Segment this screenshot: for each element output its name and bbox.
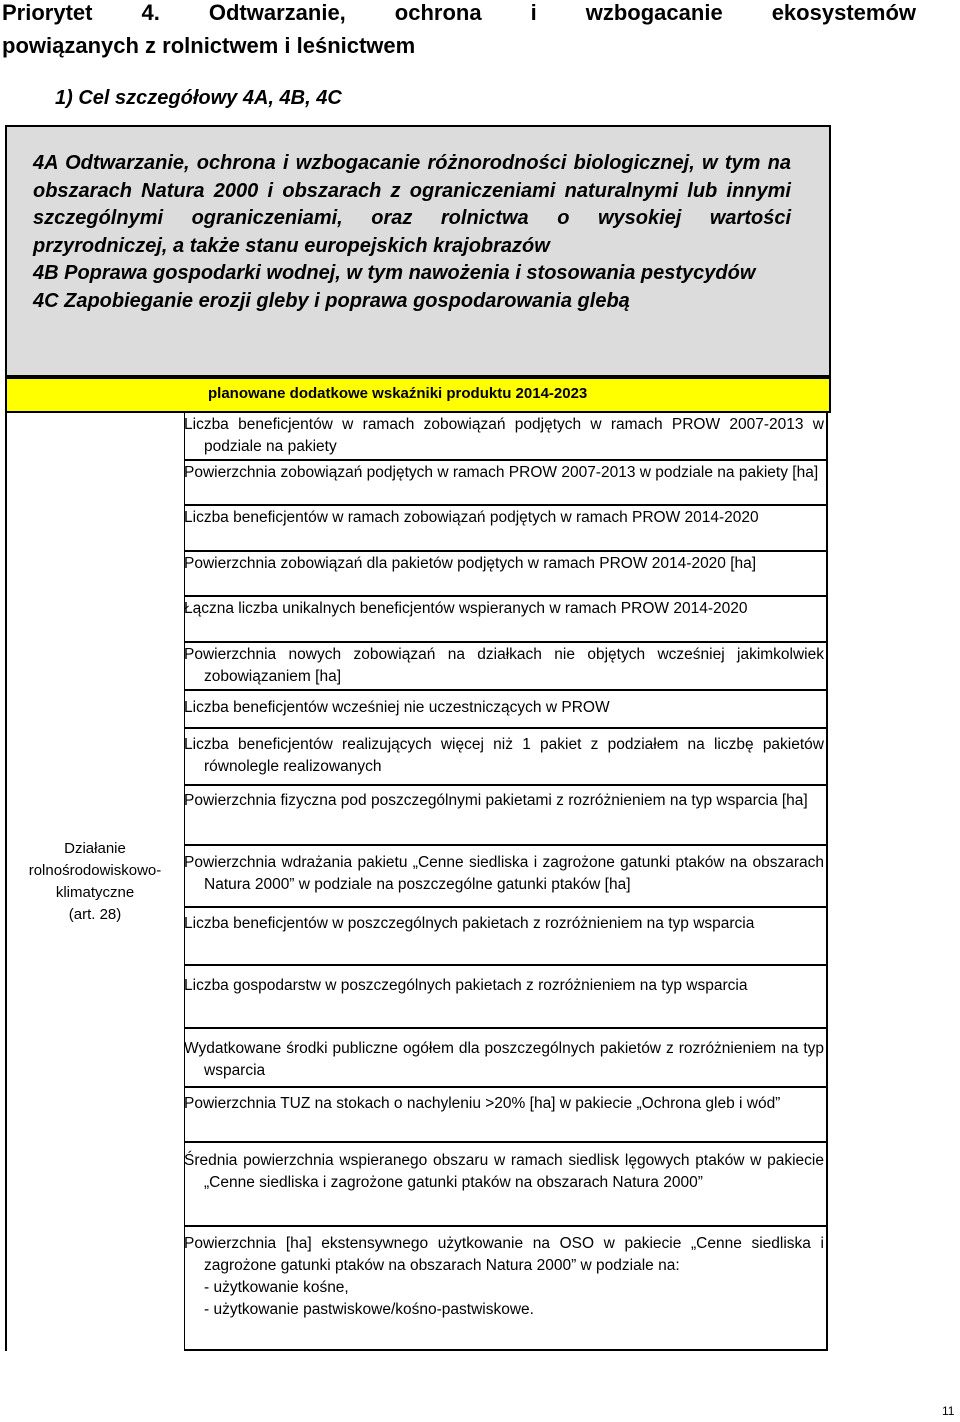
indicator-row [184, 729, 828, 786]
indicator-text: Liczba beneficjentów realizujących więcej niż 1 pakiet z podziałem na liczbę pakietów równolegle realizowanych [184, 736, 824, 775]
indicator-row [184, 908, 828, 966]
indicator-subitem: - użytkowanie kośne, [204, 1279, 349, 1296]
page-title-continued: powiązanych z rolnictwem i leśnictwem [2, 33, 416, 58]
page-title: Priorytet 4. Odtwarzanie, ochrona i wzbogacanie ekosystemów [2, 0, 916, 25]
indicator-row [184, 786, 828, 846]
focus-area-4b: 4B Poprawa gospodarki wodnej, w tym nawożenia i stosowania pestycydów [33, 262, 756, 285]
measure-name-line3: (art. 28) [68, 906, 122, 923]
table-left-border [5, 413, 7, 1351]
indicator-text: Powierzchnia zobowiązań podjętych w ramach PROW 2007-2013 w podziale na pakiety [ha] [184, 464, 819, 481]
indicator-text: Liczba beneficjentów wcześniej nie uczestniczących w PROW [184, 699, 610, 716]
measure-name-line2: rolnośrodowiskowo-klimatyczne [28, 862, 162, 901]
indicator-row [184, 1227, 828, 1351]
indicator-row [184, 1143, 828, 1227]
indicator-row [184, 1029, 828, 1088]
indicator-text: Powierzchnia fizyczna pod poszczególnymi pakietami z rozróżnieniem na typ wsparcia [ha] [184, 792, 808, 809]
section-subtitle: 1) Cel szczegółowy 4A, 4B, 4C [55, 87, 342, 109]
indicator-text: Średnia powierzchnia wspieranego obszaru w ramach siedlisk lęgowych ptaków w pakiecie „Cenne siedliska i zagrożone gatunki ptaków na obszarach Natura 2000” [184, 1152, 824, 1191]
indicator-text: Łączna liczba unikalnych beneficjentów wspieranych w ramach PROW 2014-2020 [184, 600, 748, 617]
indicator-text: Liczba gospodarstw w poszczególnych pakietach z rozróżnieniem na typ wsparcia [184, 977, 748, 994]
indicator-text: Powierzchnia nowych zobowiązań na działkach nie objętych wcześniej jakimkolwiek zobowiązaniem [ha] [184, 646, 824, 685]
indicator-row [184, 597, 828, 643]
indicator-row [184, 643, 828, 691]
indicator-text: Liczba beneficjentów w poszczególnych pakietach z rozróżnieniem na typ wsparcia [184, 915, 755, 932]
indicator-row [184, 461, 828, 506]
indicator-text: Powierzchnia zobowiązań dla pakietów podjętych w ramach PROW 2014-2020 [ha] [184, 555, 757, 572]
indicators-header-label: planowane dodatkowe wskaźniki produktu 2014-2023 [208, 385, 588, 402]
indicator-row [184, 552, 828, 597]
focus-area-4a: 4A Odtwarzanie, ochrona i wzbogacanie różnorodności biologicznej, w tym na obszarach Natura 2000 i obszarach z ograniczeniami naturalnymi lub innymi szczególnymi ograniczeniami, oraz rolnictwa o wysokiej wartości przyrodniczej, a także stanu europejskich krajobrazów [33, 152, 791, 257]
indicator-row [184, 691, 828, 729]
measure-name-line1: Działanie [64, 840, 126, 857]
indicator-text: Liczba beneficjentów w ramach zobowiązań podjętych w ramach PROW 2014-2020 [184, 509, 759, 526]
indicator-text: Powierzchnia TUZ na stokach o nachyleniu >20% [ha] w pakiecie „Ochrona gleb i wód” [184, 1095, 781, 1112]
measure-name [10, 838, 180, 926]
indicator-text: Wydatkowane środki publiczne ogółem dla poszczególnych pakietów z rozróżnieniem na typ wsparcia [184, 1040, 824, 1079]
indicator-text: Powierzchnia [ha] ekstensywnego użytkowanie na OSO w pakiecie „Cenne siedliska i zagrożone gatunki ptaków na obszarach Natura 2000” w podziale na: [184, 1235, 824, 1274]
focus-area-4c: 4C Zapobieganie erozji gleby i poprawa gospodarowania glebą [33, 289, 630, 312]
indicator-subitem: - użytkowanie pastwiskowe/kośno-pastwiskowe. [204, 1301, 534, 1318]
indicator-row [184, 506, 828, 552]
indicator-text: Liczba beneficjentów w ramach zobowiązań podjętych w ramach PROW 2007-2013 w podziale na pakiety [184, 416, 824, 455]
indicator-row [184, 413, 828, 461]
focus-areas-text [33, 150, 791, 316]
indicator-row [184, 966, 828, 1029]
page-number: 11 [942, 1404, 955, 1418]
indicator-row [184, 1088, 828, 1143]
indicator-row [184, 846, 828, 908]
indicator-text: Powierzchnia wdrażania pakietu „Cenne siedliska i zagrożone gatunki ptaków na obszarach Natura 2000” w podziale na poszczególne gatunki ptaków [ha] [184, 854, 824, 893]
